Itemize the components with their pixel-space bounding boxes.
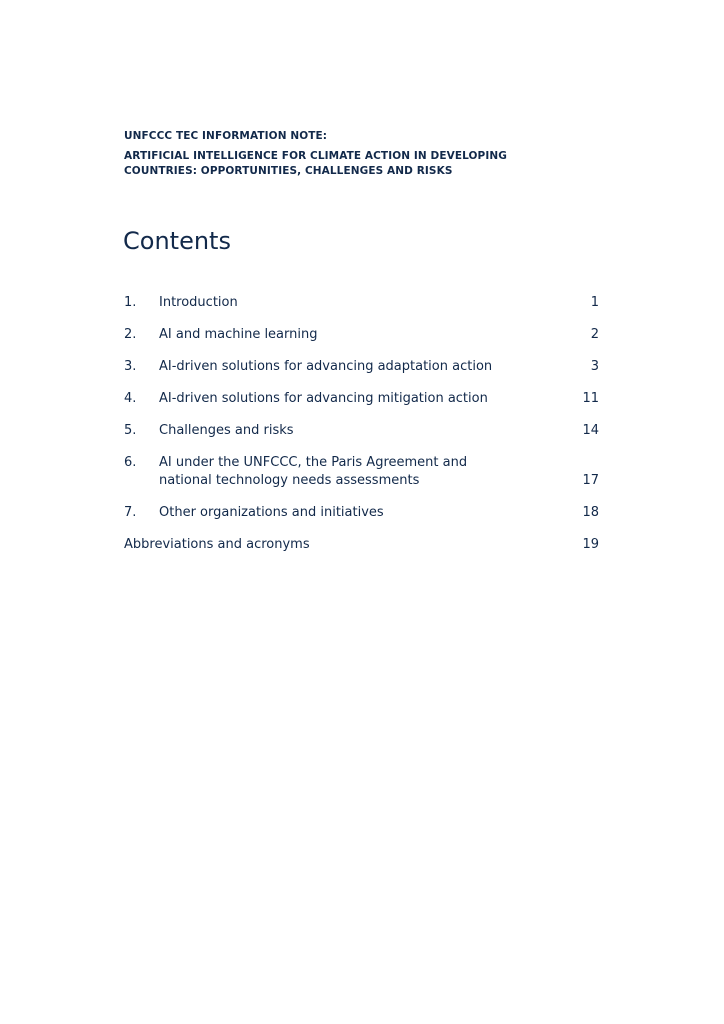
toc-entry-page: 18 [582,505,599,520]
toc-entry-page: 14 [582,423,599,438]
toc-entry-introduction[interactable] [124,294,599,312]
toc-entry-number: 1. [124,295,137,310]
toc-entry-adaptation-action[interactable] [124,358,599,376]
toc-entry-number: 6. [124,455,137,470]
table-of-contents [124,294,599,568]
toc-entry-title: Abbreviations and acronyms [124,537,310,552]
toc-entry-title: Introduction [159,295,238,310]
toc-entry-number: 3. [124,359,137,374]
toc-entry-mitigation-action[interactable] [124,390,599,408]
toc-entry-number: 5. [124,423,137,438]
toc-entry-other-organizations[interactable] [124,504,599,522]
toc-entry-title: AI and machine learning [159,327,318,342]
document-series-label: UNFCCC TEC INFORMATION NOTE: [124,130,328,142]
toc-entry-ai-under-unfccc[interactable] [124,454,599,490]
toc-entry-page: 19 [582,537,599,552]
toc-entry-title: AI under the UNFCCC, the Paris Agreement and national technology needs assessments [159,455,468,488]
toc-entry-title: AI-driven solutions for advancing mitigation action [159,391,488,406]
toc-entry-page: 11 [582,391,599,406]
toc-entry-page: 2 [590,327,599,342]
toc-entry-page: 17 [582,473,599,488]
toc-entry-number: 2. [124,327,137,342]
contents-heading: Contents [123,227,231,255]
toc-entry-page: 3 [590,359,599,374]
toc-entry-title: Other organizations and initiatives [159,505,384,520]
toc-entry-number: 4. [124,391,137,406]
toc-entry-number: 7. [124,505,137,520]
toc-entry-challenges-risks[interactable] [124,422,599,440]
toc-entry-title: Challenges and risks [159,423,294,438]
document-header [124,129,604,179]
toc-entry-title: AI-driven solutions for advancing adaptation action [159,359,493,374]
document-title: ARTIFICIAL INTELLIGENCE FOR CLIMATE ACTION IN DEVELOPING COUNTRIES: OPPORTUNITIES, CHALLENGES AND RISKS [124,150,507,177]
toc-entry-page: 1 [590,295,599,310]
toc-entry-ai-machine-learning[interactable] [124,326,599,344]
toc-entry-abbreviations[interactable] [124,536,599,554]
